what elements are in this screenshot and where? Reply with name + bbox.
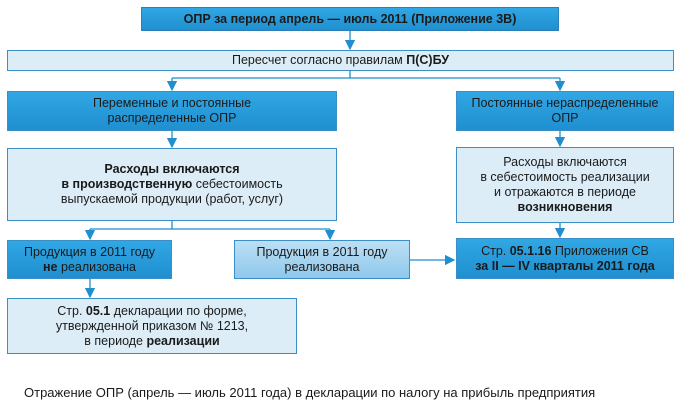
declaration-line3-bold: реализации [146,333,220,348]
appendix-line1-bold: 05.1.16 [509,243,552,258]
not-sold-line2-bold: не [43,259,58,274]
right-header-line1: Постоянные нераспределенные [471,96,659,110]
appendix-box [456,238,674,279]
right-expense-line1: Расходы включаются [503,155,627,169]
declaration-line3-prefix: в периоде [84,333,147,348]
right-expense-box [456,147,674,223]
left-expense-line3: выпускаемой продукции (работ, услуг) [60,192,284,206]
top-box [141,7,559,31]
left-expense-line2-bold: в производственную [61,177,193,191]
left-expense-line1: Расходы включаются [104,162,240,176]
right-expense-line3: и отражаются в периоде [494,185,636,199]
sold-line1: Продукция в 2011 году [256,244,388,259]
right-header-line2: ОПР [551,111,579,125]
declaration-box [7,298,297,354]
declaration-line2: утвержденной приказом № 1213, [55,318,249,333]
top-box-text: ОПР за период апрель — июль 2011 (Приложение 3В) [183,11,517,26]
left-header-box [7,91,337,131]
not-sold-line2-rest: реализована [57,259,136,274]
declaration-line1-rest: декларации по форме, [110,303,247,318]
sold-box [234,240,410,279]
not-sold-line1: Продукция в 2011 году [24,244,155,259]
right-expense-line2: в себестоимость реализации [480,170,650,184]
declaration-line1-bold: 05.1 [85,303,111,318]
right-header-box [456,91,674,131]
appendix-line1-prefix: Стр. [481,243,510,258]
left-header-line1: Переменные и постоянные [92,96,252,110]
left-header-line2: распределенные ОПР [107,111,237,125]
left-expense-line2-rest: себестоимость [192,177,283,191]
figure-caption: Отражение ОПР (апрель — июль 2011 года) в декларации по налогу на прибыль предприятия [24,385,596,400]
recalc-bold: П(С)БУ [406,53,450,67]
recalc-text: Пересчет согласно правилам [231,53,407,67]
left-expense-box [7,148,337,221]
appendix-line2: за II — IV кварталы 2011 года [475,258,655,273]
appendix-line1-rest: Приложения СВ [551,243,649,258]
recalc-box [7,50,674,71]
declaration-line1-prefix: Стр. [57,303,86,318]
right-expense-line4: возникновения [517,200,613,214]
sold-line2: реализована [284,259,360,274]
not-sold-box [7,240,172,279]
